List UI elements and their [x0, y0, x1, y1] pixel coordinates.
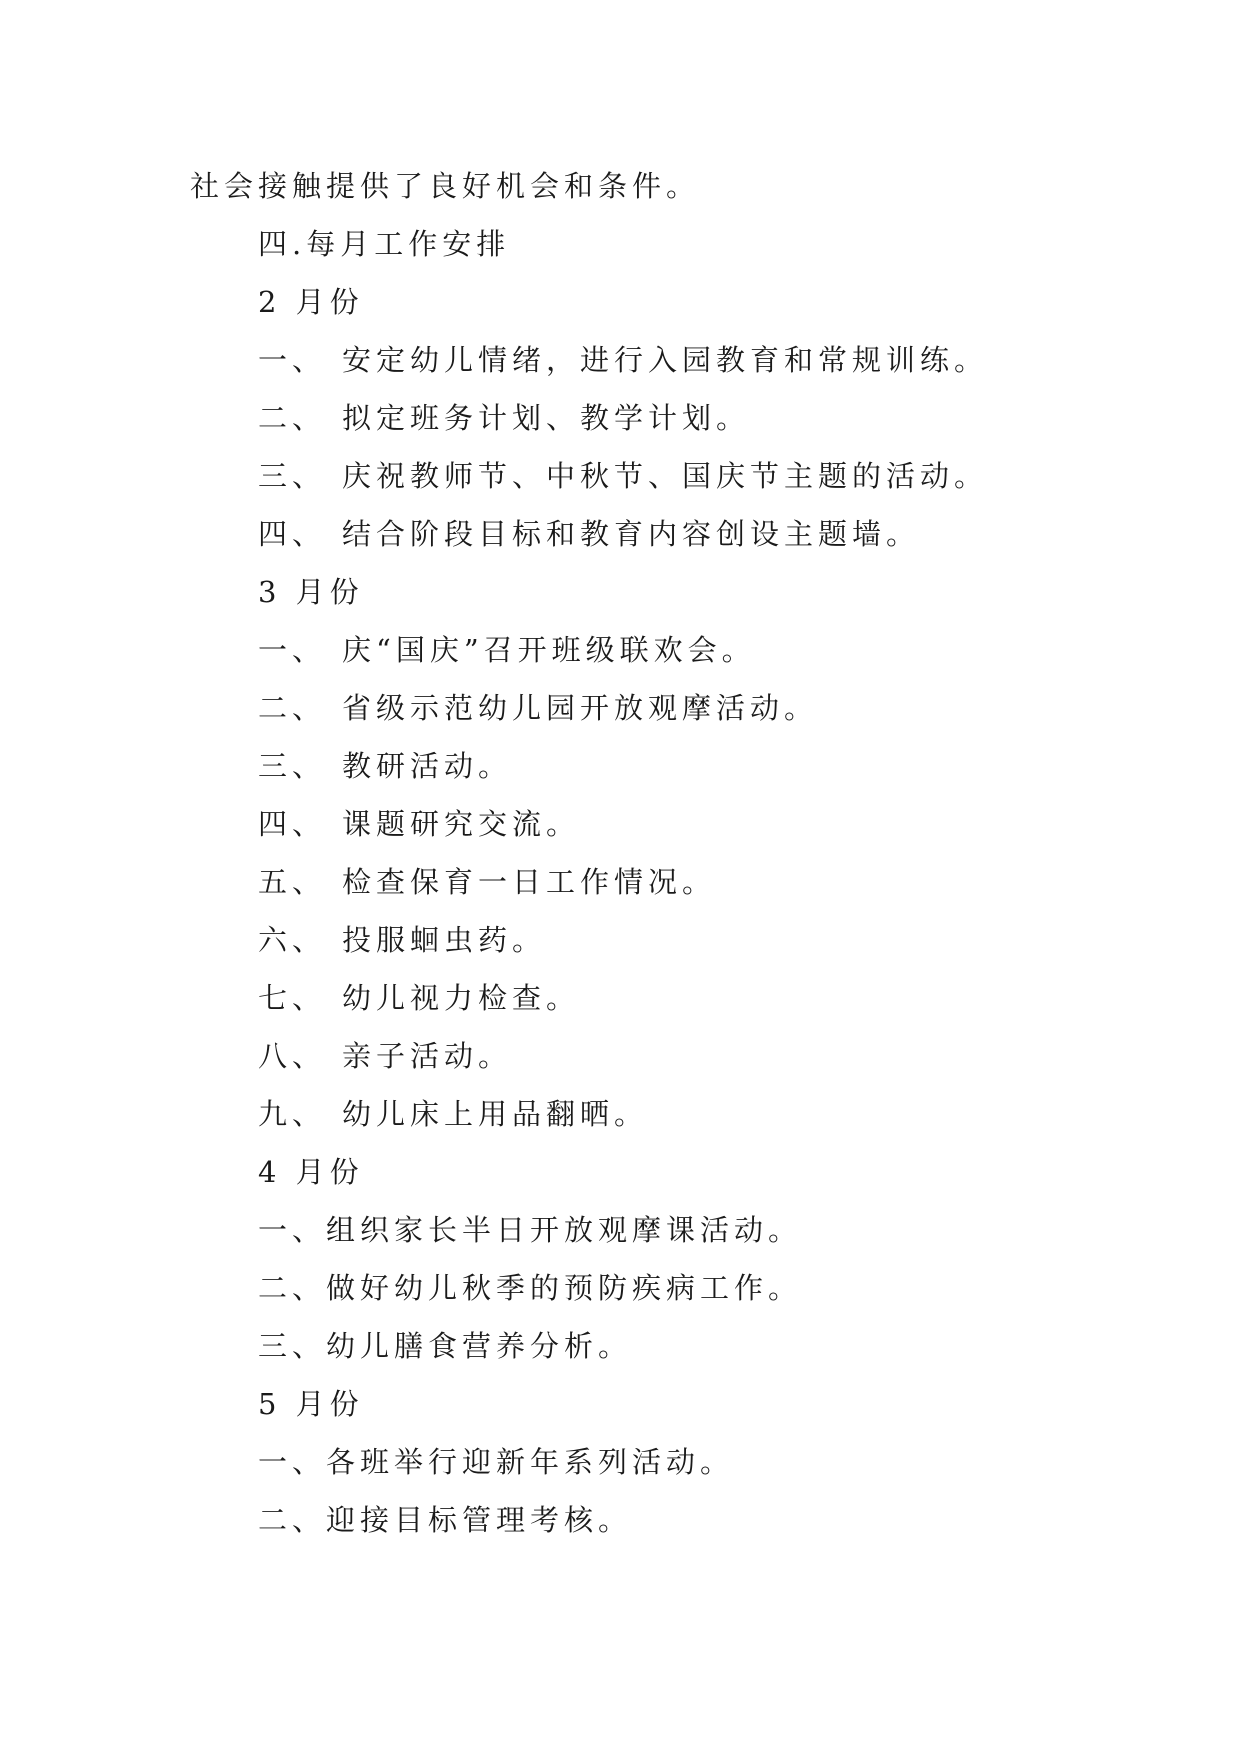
list-item: 一、各班举行迎新年系列活动。: [258, 1445, 735, 1479]
item-number: 三、: [258, 459, 327, 493]
list-item: 二、做好幼儿秋季的预防疾病工作。: [258, 1271, 803, 1305]
item-text: 幼儿视力检查。: [342, 981, 581, 1015]
item-number: 二、: [258, 401, 327, 435]
item-text: 结合阶段目标和教育内容创设主题墙。: [342, 517, 921, 551]
item-number: 一、: [258, 633, 327, 667]
list-item: 二、迎接目标管理考核。: [258, 1503, 633, 1537]
item-number: 四、: [258, 517, 327, 551]
item-text: 投服蛔虫药。: [342, 923, 547, 957]
item-number: 四、: [258, 807, 327, 841]
item-text: 庆祝教师节、中秋节、国庆节主题的活动。: [342, 459, 989, 493]
item-text: 检查保育一日工作情况。: [342, 865, 717, 899]
month-heading: 3 月份: [258, 575, 364, 609]
item-text: 幼儿床上用品翻晒。: [342, 1097, 649, 1131]
item-text: 课题研究交流。: [342, 807, 581, 841]
list-item: 一、组织家长半日开放观摩课活动。: [258, 1213, 803, 1247]
item-number: 七、: [258, 981, 327, 1015]
continuation-text: 社会接触提供了良好机会和条件。: [190, 169, 701, 203]
section-heading: 四.每月工作安排: [258, 227, 511, 261]
item-number: 二、: [258, 691, 327, 725]
month-heading: 5 月份: [258, 1387, 364, 1421]
item-number: 六、: [258, 923, 327, 957]
item-text: 庆“国庆”召开班级联欢会。: [342, 633, 756, 667]
item-number: 九、: [258, 1097, 327, 1131]
item-number: 八、: [258, 1039, 327, 1073]
item-text: 安定幼儿情绪，进行入园教育和常规训练。: [342, 343, 989, 377]
list-item: 三、幼儿膳食营养分析。: [258, 1329, 633, 1363]
item-text: 教研活动。: [342, 749, 513, 783]
month-heading: 2 月份: [258, 285, 364, 319]
item-number: 五、: [258, 865, 327, 899]
item-text: 省级示范幼儿园开放观摩活动。: [342, 691, 819, 725]
item-text: 亲子活动。: [342, 1039, 513, 1073]
item-number: 三、: [258, 749, 327, 783]
month-heading: 4 月份: [258, 1155, 364, 1189]
item-text: 拟定班务计划、教学计划。: [342, 401, 751, 435]
item-number: 一、: [258, 343, 327, 377]
